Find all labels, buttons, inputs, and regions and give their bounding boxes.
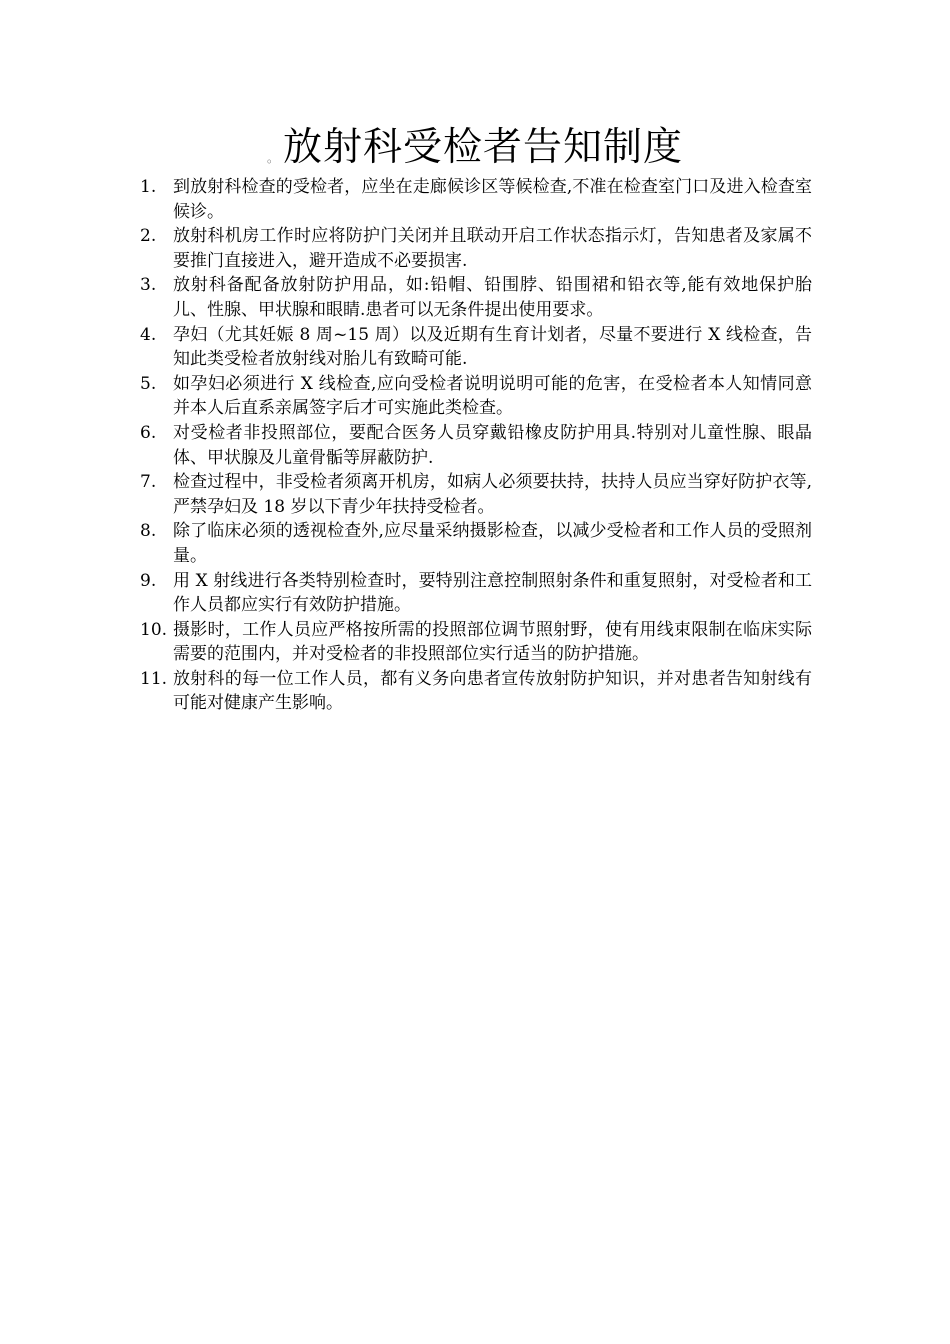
item-number: 3. — [140, 275, 157, 296]
item-number: 5. — [140, 373, 157, 394]
item-text: 孕妇（尤其妊娠 8 周~15 周）以及近期有生育计划者，尽量不要进行 X 线检查，告知此类受检者放射线对胎儿有致畸可能. — [173, 324, 812, 370]
list-item — [140, 175, 812, 224]
item-number: 4. — [140, 324, 157, 345]
item-number: 2. — [140, 226, 157, 247]
list-item — [140, 421, 812, 470]
item-number: 10. — [140, 619, 168, 640]
item-text: 用 X 射线进行各类特别检查时，要特别注意控制照射条件和重复照射，对受检者和工作人员都应实行有效防护措施。 — [173, 570, 812, 616]
list-item — [140, 618, 812, 667]
item-text: 除了临床必须的透视检查外,应尽量采纳摄影检查，以减少受检者和工作人员的受照剂量。 — [173, 521, 812, 566]
item-text: 检查过程中，非受检者须离开机房，如病人必须要扶持，扶持人员应当穿好防护衣等,严禁孕妇及 18 岁以下青少年扶持受检者。 — [173, 472, 812, 517]
item-text: 摄影时，工作人员应严格按所需的投照部位调节照射野，使有用线束限制在临床实际需要的范围内，并对受检者的非投照部位实行适当的防护措施。 — [173, 619, 812, 665]
list-item — [140, 519, 812, 568]
item-number: 8. — [140, 521, 157, 542]
item-number: 7. — [140, 472, 157, 493]
title-marker: 。 — [266, 151, 279, 165]
page-title: 放射科受检者告知制度 — [283, 125, 684, 170]
item-text: 对受检者非投照部位，要配合医务人员穿戴铅橡皮防护用具.特别对儿童性腺、眼晶体、甲状腺及儿童骨骺等屏蔽防护. — [173, 422, 812, 468]
item-number: 11. — [140, 668, 168, 689]
rules-list — [140, 175, 812, 716]
item-text: 如孕妇必须进行 X 线检查,应向受检者说明说明可能的危害，在受检者本人知情同意并本人后直系亲属签字后才可实施此类检查。 — [173, 373, 812, 419]
list-item — [140, 323, 812, 372]
item-number: 1. — [140, 177, 157, 197]
list-item — [140, 224, 812, 273]
item-number: 9. — [140, 570, 157, 591]
item-number: 6. — [140, 422, 157, 443]
item-text: 放射科的每一位工作人员，都有义务向患者宣传放射防护知识，并对患者告知射线有可能对健康产生影响。 — [173, 668, 812, 714]
list-item — [140, 273, 812, 322]
item-text: 到放射科检查的受检者，应坐在走廊候诊区等候检查,不准在检查室门口及进入检查室候诊。 — [173, 177, 812, 222]
list-item — [140, 667, 812, 716]
item-text: 放射科备配备放射防护用品，如:铅帽、铅围脖、铅围裙和铅衣等,能有效地保护胎儿、性腺、甲状腺和眼睛.患者可以无条件提出使用要求。 — [173, 275, 812, 320]
title-row — [0, 122, 950, 174]
list-item — [140, 372, 812, 421]
list-item — [140, 470, 812, 519]
item-text: 放射科机房工作时应将防护门关闭并且联动开启工作状态指示灯，告知患者及家属不要推门直接进入，避开造成不必要损害. — [173, 226, 812, 271]
list-item — [140, 569, 812, 618]
